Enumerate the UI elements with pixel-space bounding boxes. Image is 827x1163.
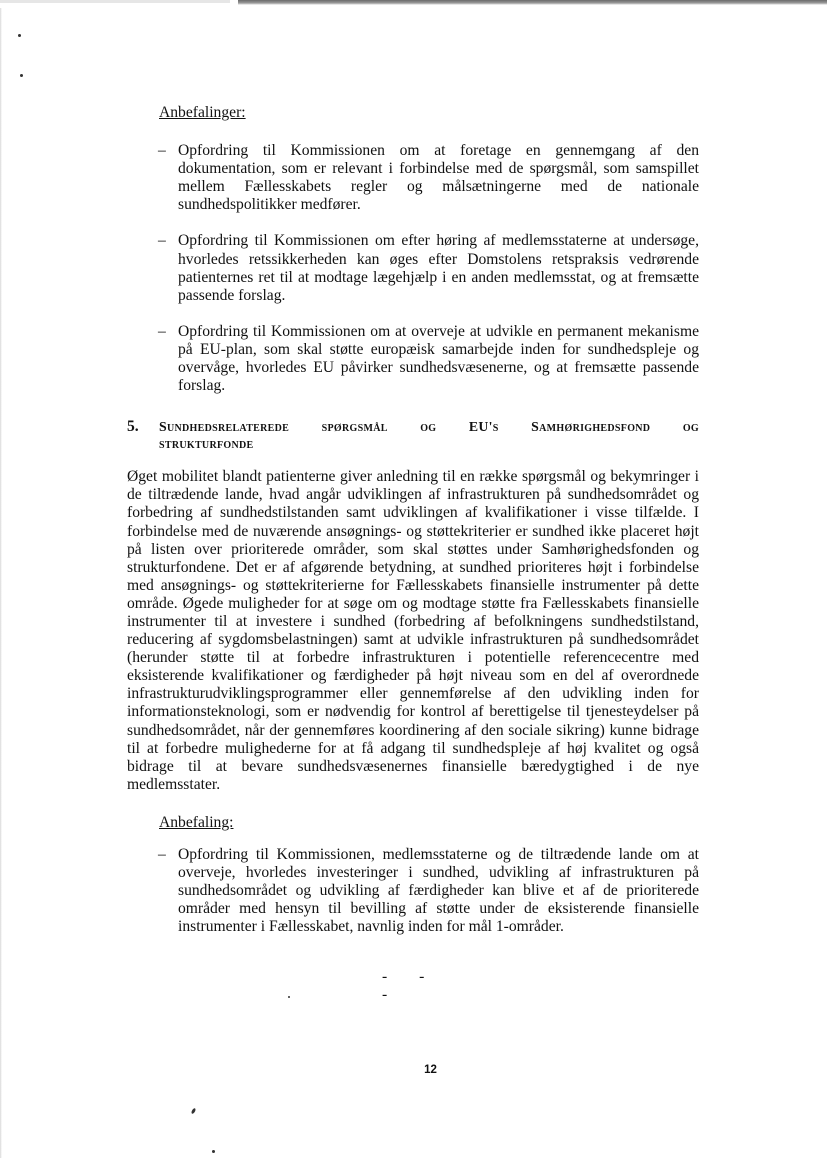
recommendation-item: – Opfordring til Kommissionen, medlemsstaterne og de tiltrædende lande om at overveje, hvorledes investeringer i sundhed, udvikling af infrastrukturen på sundhedsområdet og udvikling af færdigheder kan blive et af de prioriterede områder med hensyn til bevilling af støtte under de eksisterende finansielle instrumenter i Fællesskabet, navnlig inden for mål 1-områder. (127, 846, 699, 936)
section-paragraph: Øget mobilitet blandt patienterne giver anledning til en række spørgsmål og bekymringer i de tiltrædende lande, hvad angår udviklingen af infrastrukturen på sundhedsområdet og forbedring af sundhedstilstanden samt udviklingen af kvalifikationer i visse tilfælde. I forbindelse med de nuværende ansøgnings- og støttekriterier er sundhed ikke placeret højt på listen over prioriterede områder, som skal støttes under Samhørighedsfonden og strukturfondene. Det er af afgørende betydning, at sundhed prioriteres højt i forbindelse med ansøgnings- og støttekriterierne for Fællesskabets finansielle instrumenter på dette område. Øgede muligheder for at søge om og modtage støtte fra Fællesskabets finansielle instrumenter til at investere i sundhed (forbedring af befolkningens sundhedstilstand, reducering af sygdomsbelastningen) samt at udvikle infrastrukturen på sundhedsområdet (herunder støtte til at forbedre infrastrukturen i potentielle referencecentre med eksisterende kvalifikationer og færdigheder på højt niveau som en del af overordnede infrastrukturudviklingsprogrammer eller gennemførelse af den udvikling inden for informationsteknologi, som er nødvendig for kontrol af berettigelse til tjenesteydelser på sundhedsområdet, når der gennemføres koordinering af den sociale sikring) kunne bidrage til at forbedre mulighederne for at få adgang til sundhedspleje af høj kvalitet og også bidrage til at bevare sundhedsvæsenernes finansielle bæredygtighed i de nye medlemsstater. (127, 468, 699, 793)
document-body (127, 104, 699, 954)
recommendations-list (127, 142, 699, 395)
end-marker: - - - (382, 968, 439, 1003)
section-title-line-2: strukturfonde (159, 436, 254, 452)
recommendation-list (127, 846, 699, 936)
recommendation-heading: Anbefaling: (159, 813, 234, 831)
section-title (159, 418, 699, 452)
scan-speck (18, 34, 21, 37)
scan-edge-top (238, 0, 827, 5)
section-heading (127, 418, 699, 452)
scan-edge-left (0, 8, 2, 1158)
recommendations-heading: Anbefalinger: (159, 104, 246, 121)
page-number: 12 (424, 1064, 437, 1076)
section-title-line-1: Sundhedsrelaterede spørgsmål og EU's Samhørighedsfond og (159, 419, 699, 435)
recommendation-item: – Opfordring til Kommissionen om efter høring af medlemsstaterne at undersøge, hvorledes retssikkerheden kan øges efter Domstolens retspraksis vedrørende patienternes ret til at modtage lægehjælp i en anden medlemsstat, og at fremsætte passende forslag. (127, 232, 699, 304)
scan-speck (191, 1108, 197, 1115)
scan-edge-top-left (0, 0, 230, 3)
scan-speck (288, 996, 290, 998)
scan-speck (20, 74, 23, 77)
scan-speck (212, 1150, 215, 1153)
section-number: 5. (127, 418, 139, 436)
recommendation-item: – Opfordring til Kommissionen om at foretage en gennemgang af den dokumentation, som er relevant i forbindelse med de spørgsmål, som samspillet mellem Fællesskabets regler og målsætningerne med de nationale sundhedspolitikker medfører. (127, 142, 699, 214)
recommendation-item: – Opfordring til Kommissionen om at overveje at udvikle en permanent mekanisme på EU-plan, som skal støtte europæisk samarbejde inden for sundhedspleje og overvåge, hvorledes EU påvirker sundhedsvæsenerne, og at fremsætte passende forslag. (127, 323, 699, 395)
